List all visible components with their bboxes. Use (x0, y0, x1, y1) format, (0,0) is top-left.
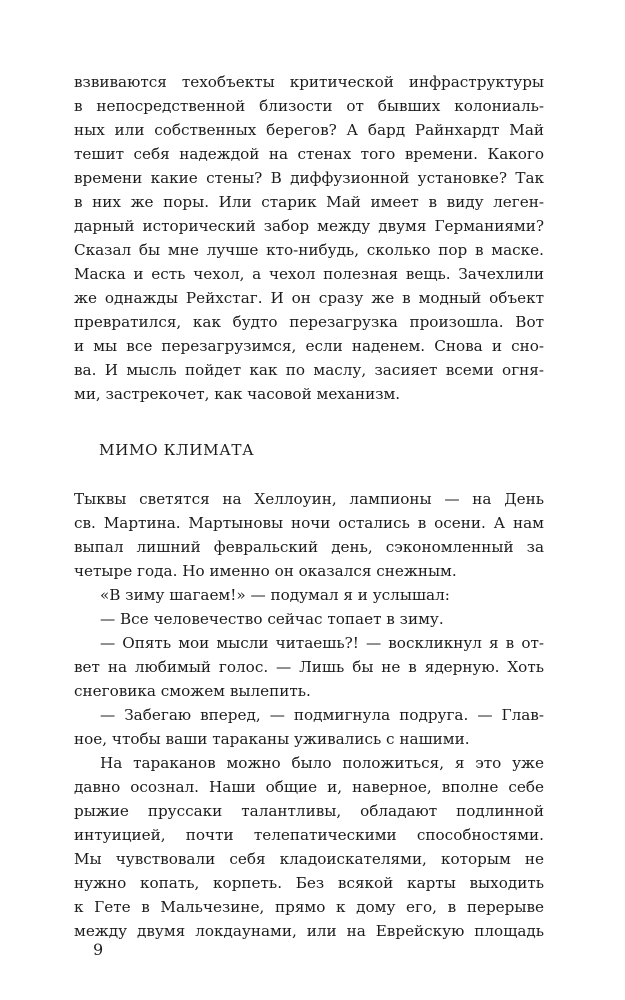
body-line: — Опять мои мысли читаешь?! — воскликнул я в от- (100, 634, 544, 652)
body-line: дарный исторический забор между двумя Германиями? (74, 217, 544, 235)
page-number: 9 (93, 940, 104, 959)
body-line: же однажды Рейхстаг. И он сразу же в модный объект (74, 289, 544, 307)
body-line: снеговика сможем вылепить. (74, 682, 311, 700)
body-line: ных или собственных берегов? А бард Райнхардт Май (74, 121, 544, 139)
body-line: ва. И мысль пойдет как по маслу, засияет всеми огня- (74, 361, 544, 379)
body-line: четыре года. Но именно он оказался снежным. (74, 562, 457, 580)
body-line: «В зиму шагаем!» — подумал я и услышал: (100, 586, 450, 604)
body-line: в непосредственной близости от бывших колониаль- (74, 97, 544, 115)
body-line: Тыквы светятся на Хеллоуин, лампионы — на День (74, 490, 544, 508)
body-line: Маска и есть чехол, а чехол полезная вещь. Зачехлили (74, 265, 544, 283)
body-line: тешит себя надеждой на стенах того времени. Какого (74, 145, 544, 163)
body-line: Мы чувствовали себя кладоискателями, которым не (74, 850, 544, 868)
body-line: выпал лишний февральский день, сэкономленный за (74, 538, 544, 556)
body-line: нужно копать, корпеть. Без всякой карты выходить (74, 874, 544, 892)
body-line: рыжие пруссаки талантливы, обладают подлинной (74, 802, 544, 820)
body-line: — Все человечество сейчас топает в зиму. (100, 610, 444, 628)
body-line: интуицией, почти телепатическими способностями. (74, 826, 544, 844)
body-line: к Гете в Мальчезине, прямо к дому его, в перерыве (74, 898, 544, 916)
body-line: давно осознал. Наши общие и, наверное, вполне себе (74, 778, 544, 796)
body-line: Сказал бы мне лучше кто-нибудь, сколько пор в маске. (74, 241, 544, 259)
section-heading: МИМО КЛИМАТА (99, 441, 255, 459)
body-line: — Забегаю вперед, — подмигнула подруга. — Глав- (100, 706, 544, 724)
body-line: взвиваются техобъекты критической инфраструктуры (74, 73, 544, 91)
body-line: времени какие стены? В диффузионной установке? Так (74, 169, 544, 187)
body-line: между двумя локдаунами, или на Еврейскую площадь (74, 922, 544, 940)
body-line: вет на любимый голос. — Лишь бы не в ядерную. Хоть (74, 658, 544, 676)
body-line: и мы все перезагрузимся, если наденем. Снова и сно- (74, 337, 544, 355)
body-line: ми, застрекочет, как часовой механизм. (74, 385, 401, 403)
body-line: в них же поры. Или старик Май имеет в виду леген- (74, 193, 544, 211)
body-line: св. Мартина. Мартыновы ночи остались в осени. А нам (74, 514, 544, 532)
body-line: ное, чтобы ваши тараканы уживались с нашими. (74, 730, 470, 748)
body-line: На тараканов можно было положиться, я это уже (100, 754, 544, 772)
body-line: превратился, как будто перезагрузка произошла. Вот (74, 313, 544, 331)
